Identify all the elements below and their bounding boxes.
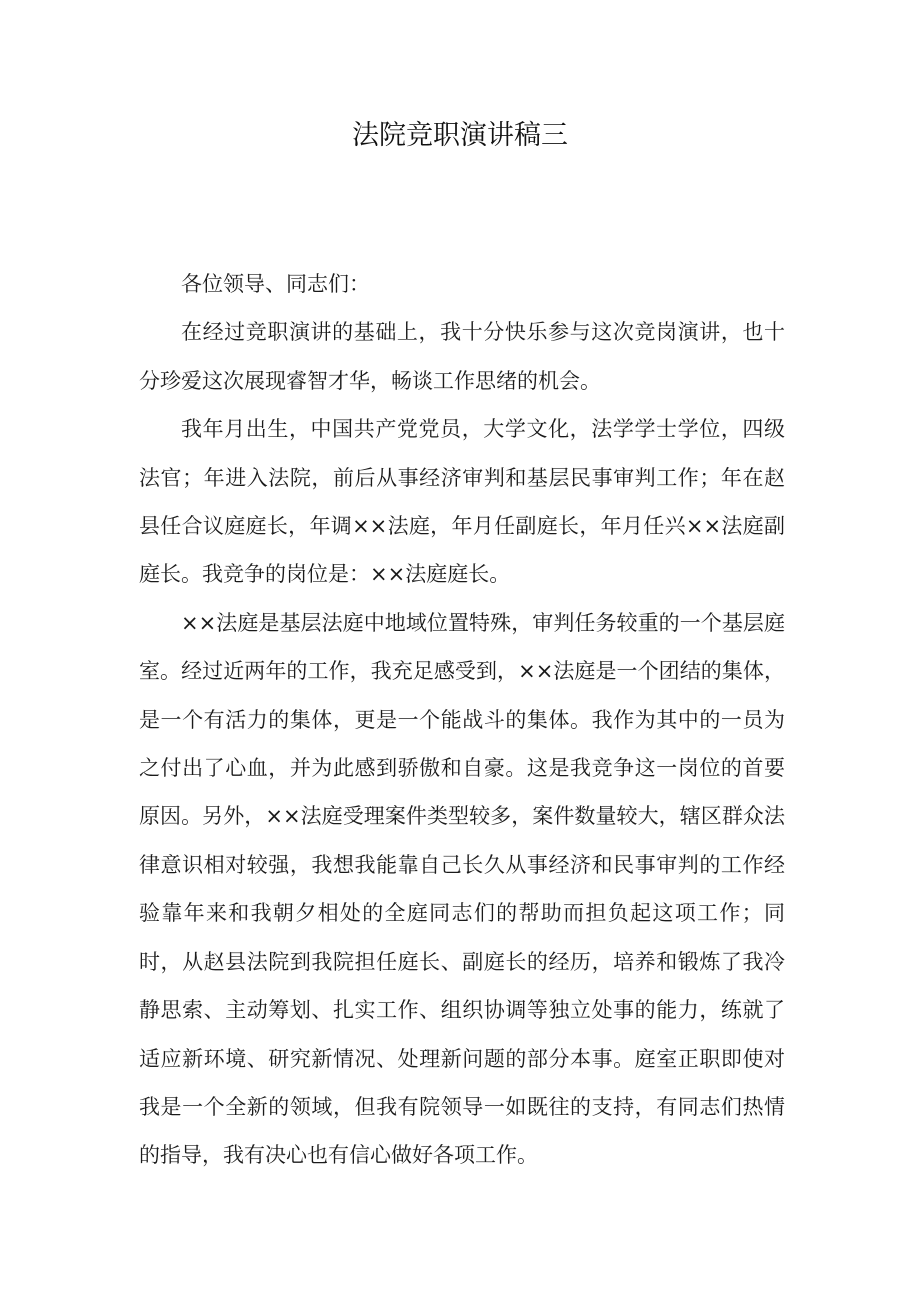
paragraph-reasons: ××法庭是基层法庭中地域位置特殊，审判任务较重的一个基层庭室。经过近两年的工作，我充足感受到，××法庭是一个团结的集体，是一个有活力的集体，更是一个能战斗的集体。我作为其中的一员为之付出了心血，并为此感到骄傲和自豪。这是我竞争这一岗位的首要原因。另外，××法庭受理案件类型较多，案件数量较大，辖区群众法律意识相对较强，我想我能靠自己长久从事经济和民事审判的工作经验靠年来和我朝夕相处的全庭同志们的帮助而担负起这项工作；同时，从赵县法院到我院担任庭长、副庭长的经历，培养和锻炼了我冷静思索、主动筹划、扎实工作、组织协调等独立处事的能力，练就了适应新环境、研究新情况、处理新问题的部分本事。庭室正职即使对我是一个全新的领域，但我有院领导一如既往的支持，有同志们热情的指导，我有决心也有信心做好各项工作。	[139, 610, 785, 1168]
document-body	[139, 260, 785, 1180]
paragraph-opening: 在经过竞职演讲的基础上，我十分快乐参与这次竞岗演讲，也十分珍爱这次展现睿智才华，畅谈工作思绪的机会。	[139, 320, 785, 393]
paragraph-salutation: 各位领导、同志们：	[181, 272, 370, 296]
paragraph-background: 我年月出生，中国共产党党员，大学文化，法学学士学位，四级法官；年进入法院，前后从事经济审判和基层民事审判工作；年在赵县任合议庭庭长，年调××法庭，年月任副庭长，年月任兴××法庭副庭长。我竞争的岗位是：××法庭庭长。	[139, 417, 785, 587]
document-title: 法院竞职演讲稿三	[352, 120, 568, 151]
